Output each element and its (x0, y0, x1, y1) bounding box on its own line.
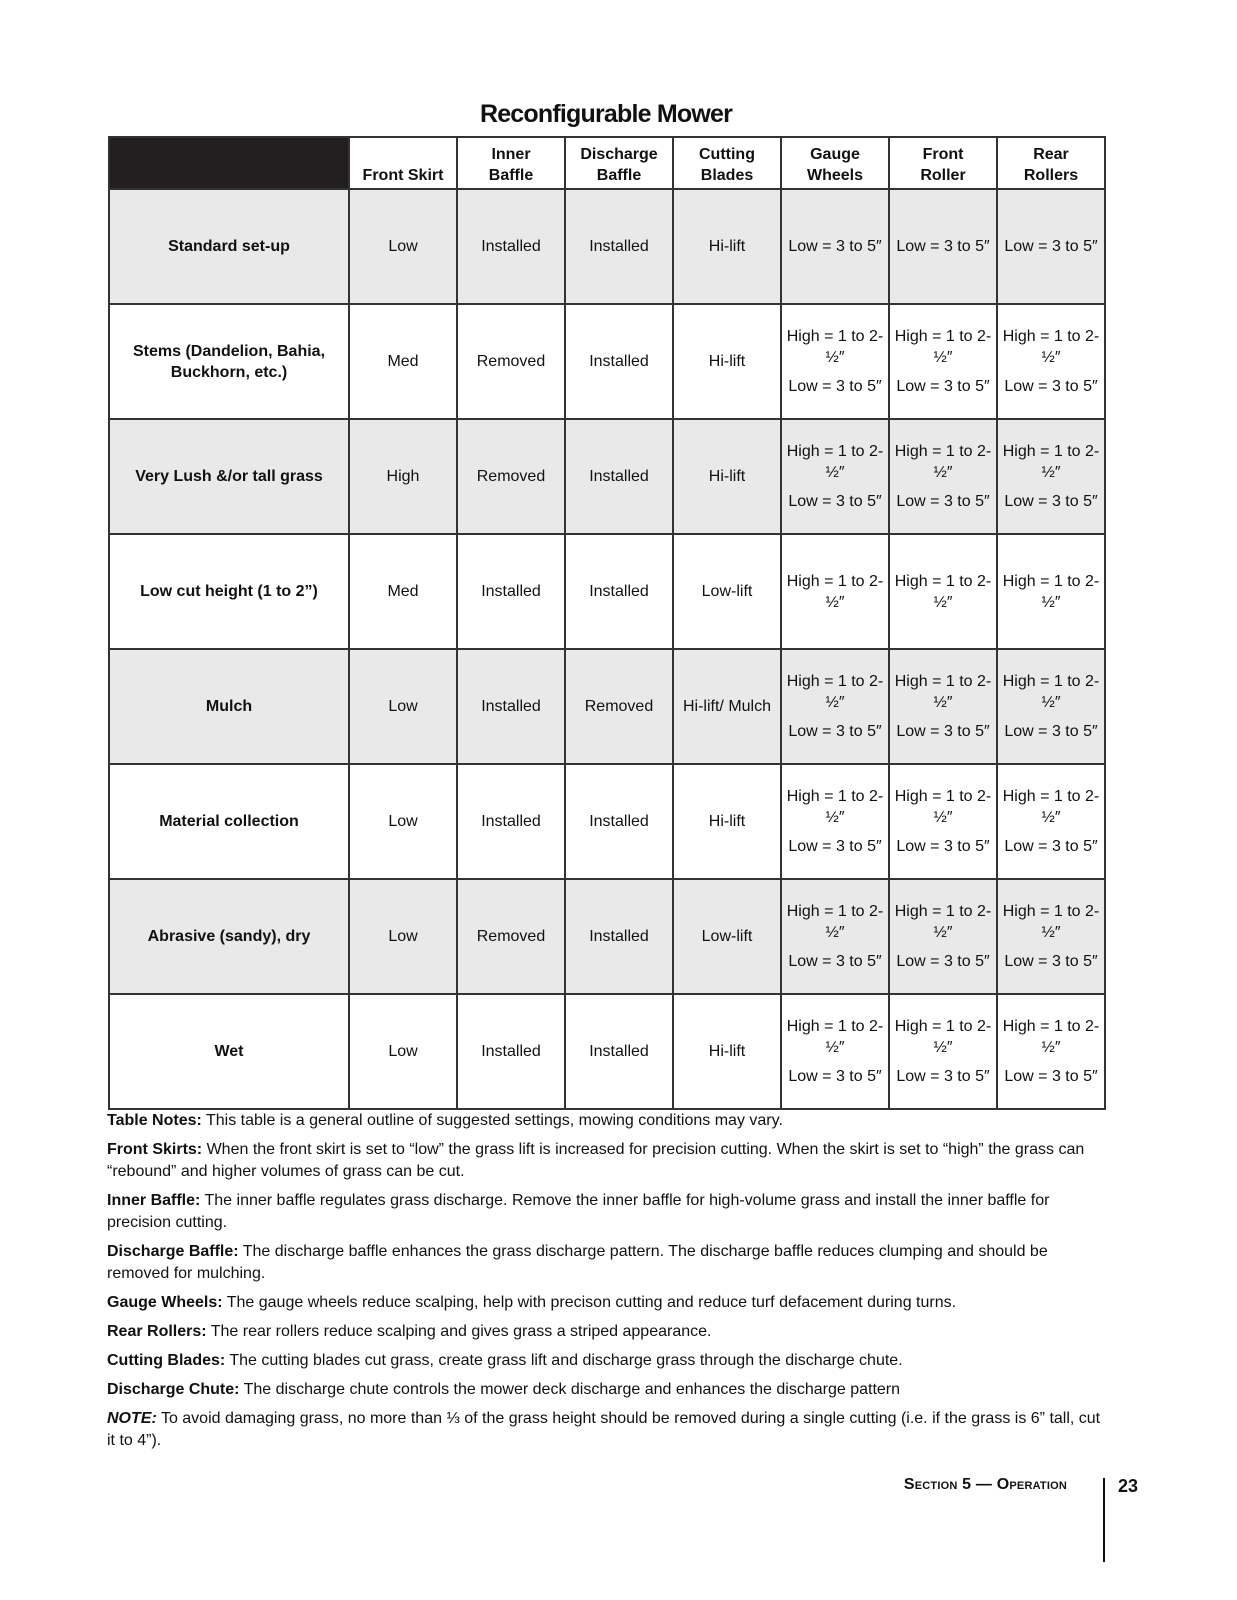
note-paragraph (107, 1292, 1107, 1314)
high-setting: High = 1 to 2-½″ (1002, 788, 1100, 826)
settings-table (108, 136, 1106, 1110)
high-setting: High = 1 to 2-½″ (786, 673, 884, 711)
table-cell: Low-lift (673, 534, 781, 649)
header-discharge-baffle: Discharge Baffle (565, 137, 673, 189)
table-row (109, 879, 1105, 994)
table-row (109, 304, 1105, 419)
note-paragraph (107, 1350, 1107, 1372)
low-setting: Low = 3 to 5″ (896, 1068, 990, 1085)
high-setting: High = 1 to 2-½″ (894, 903, 992, 941)
high-setting: High = 1 to 2-½″ (894, 788, 992, 826)
low-setting: Low = 3 to 5″ (896, 493, 990, 510)
low-setting: Low = 3 to 5″ (788, 493, 882, 510)
table-cell: Low (349, 879, 457, 994)
note-term: Discharge Chute: (107, 1381, 240, 1398)
table-cell: Installed (565, 304, 673, 419)
table-cell: Med (349, 304, 457, 419)
footer-section-title: Section 5 — Operation (903, 1476, 1067, 1493)
table-row (109, 764, 1105, 879)
height-setting-cell (889, 419, 997, 534)
table-cell: Installed (565, 879, 673, 994)
table-cell: Hi-lift/ Mulch (673, 649, 781, 764)
header-rear-rollers: Rear Rollers (997, 137, 1105, 189)
low-setting: Low = 3 to 5″ (896, 238, 990, 255)
high-setting: High = 1 to 2-½″ (786, 572, 884, 611)
high-setting: High = 1 to 2-½″ (894, 443, 992, 481)
low-setting: Low = 3 to 5″ (788, 953, 882, 970)
high-setting: High = 1 to 2-½″ (786, 903, 884, 941)
low-setting: Low = 3 to 5″ (1004, 723, 1098, 740)
height-setting-cell (889, 994, 997, 1109)
high-setting: High = 1 to 2-½″ (786, 788, 884, 826)
note-text: The discharge baffle enhances the grass discharge pattern. The discharge baffle reduces clumping and should be removed for mulching. (107, 1243, 1048, 1282)
high-setting: High = 1 to 2-½″ (894, 328, 992, 366)
height-setting-cell (889, 764, 997, 879)
height-setting-cell (781, 304, 889, 419)
high-setting: High = 1 to 2-½″ (1002, 673, 1100, 711)
table-cell: Installed (457, 649, 565, 764)
low-setting: Low = 3 to 5″ (788, 723, 882, 740)
header-front-roller: Front Roller (889, 137, 997, 189)
header-cutting-blades: Cutting Blades (673, 137, 781, 189)
table-row (109, 419, 1105, 534)
row-label: Low cut height (1 to 2”) (109, 534, 349, 649)
row-label: Stems (Dandelion, Bahia, Buckhorn, etc.) (109, 304, 349, 419)
note-paragraph (107, 1321, 1107, 1343)
table-cell: Installed (457, 994, 565, 1109)
note-paragraph (107, 1408, 1107, 1452)
high-setting: High = 1 to 2-½″ (1002, 1018, 1100, 1056)
height-setting-cell (997, 189, 1105, 304)
note-term: Discharge Baffle: (107, 1243, 239, 1260)
height-setting-cell (889, 879, 997, 994)
table-cell: Installed (457, 189, 565, 304)
low-setting: Low = 3 to 5″ (1004, 493, 1098, 510)
height-setting-cell (997, 304, 1105, 419)
height-setting-cell (889, 304, 997, 419)
height-setting-cell (889, 649, 997, 764)
low-setting: Low = 3 to 5″ (788, 838, 882, 855)
header-inner-baffle: Inner Baffle (457, 137, 565, 189)
low-setting: Low = 3 to 5″ (896, 838, 990, 855)
table-cell: Low (349, 649, 457, 764)
low-setting: Low = 3 to 5″ (1004, 838, 1098, 855)
high-setting: High = 1 to 2-½″ (1002, 443, 1100, 481)
low-setting: Low = 3 to 5″ (788, 238, 882, 255)
table-cell: Low (349, 189, 457, 304)
table-cell: Installed (457, 534, 565, 649)
note-text: The discharge chute controls the mower deck discharge and enhances the discharge pattern (239, 1381, 901, 1398)
table-cell: High (349, 419, 457, 534)
note-text: The rear rollers reduce scalping and gives grass a striped appearance. (206, 1323, 712, 1340)
table-cell: Hi-lift (673, 189, 781, 304)
table-cell: Installed (565, 764, 673, 879)
table-cell: Installed (565, 189, 673, 304)
low-setting: Low = 3 to 5″ (1004, 238, 1098, 255)
note-text: When the front skirt is set to “low” the grass lift is increased for precision cutting. When the skirt is set to “high” the grass can “rebound” and higher volumes of grass can be cut. (107, 1141, 1085, 1180)
low-setting: Low = 3 to 5″ (788, 378, 882, 395)
low-setting: Low = 3 to 5″ (896, 378, 990, 395)
height-setting-cell (997, 649, 1105, 764)
table-cell: Hi-lift (673, 304, 781, 419)
height-setting-cell (997, 879, 1105, 994)
low-setting: Low = 3 to 5″ (896, 723, 990, 740)
row-label: Material collection (109, 764, 349, 879)
header-gauge-wheels: Gauge Wheels (781, 137, 889, 189)
note-text: The gauge wheels reduce scalping, help with precison cutting and reduce turf defacement during turns. (222, 1294, 957, 1311)
note-term: Inner Baffle: (107, 1192, 201, 1209)
height-setting-cell (781, 419, 889, 534)
note-term: Rear Rollers: (107, 1323, 207, 1340)
table-row (109, 534, 1105, 649)
high-setting: High = 1 to 2-½″ (1002, 328, 1100, 366)
table-cell: Installed (565, 534, 673, 649)
table-row (109, 189, 1105, 304)
table-cell: Installed (565, 419, 673, 534)
high-setting: High = 1 to 2-½″ (894, 673, 992, 711)
table-row (109, 994, 1105, 1109)
note-paragraph (107, 1379, 1107, 1401)
page-number: 23 (1118, 1476, 1139, 1496)
note-paragraph (107, 1190, 1107, 1234)
height-setting-cell (889, 534, 997, 649)
row-label: Abrasive (sandy), dry (109, 879, 349, 994)
note-paragraph (107, 1139, 1107, 1183)
footer-divider (1103, 1478, 1105, 1562)
note-term: NOTE: (107, 1410, 157, 1427)
row-label: Wet (109, 994, 349, 1109)
table-cell: Low-lift (673, 879, 781, 994)
note-term: Front Skirts: (107, 1141, 203, 1158)
page-title: Reconfigurable Mower (479, 100, 733, 128)
height-setting-cell (997, 994, 1105, 1109)
low-setting: Low = 3 to 5″ (1004, 378, 1098, 395)
header-front-skirt: Front Skirt (349, 137, 457, 189)
row-label: Standard set-up (109, 189, 349, 304)
table-cell: Removed (565, 649, 673, 764)
table-cell: Hi-lift (673, 764, 781, 879)
note-text: This table is a general outline of suggested settings, mowing conditions may vary. (201, 1112, 783, 1129)
table-notes (107, 1110, 1107, 1459)
note-text: The inner baffle regulates grass discharge. Remove the inner baffle for high-volume grass and install the inner baffle for precision cutting. (107, 1192, 1050, 1231)
height-setting-cell (781, 764, 889, 879)
table-cell: Installed (565, 994, 673, 1109)
table-header-row (109, 137, 1105, 189)
high-setting: High = 1 to 2-½″ (786, 443, 884, 481)
high-setting: High = 1 to 2-½″ (894, 572, 992, 611)
note-term: Table Notes: (107, 1112, 202, 1129)
table-cell: Low (349, 764, 457, 879)
height-setting-cell (997, 534, 1105, 649)
table-cell: Removed (457, 879, 565, 994)
low-setting: Low = 3 to 5″ (788, 1068, 882, 1085)
height-setting-cell (781, 649, 889, 764)
table-cell: Hi-lift (673, 994, 781, 1109)
height-setting-cell (781, 879, 889, 994)
height-setting-cell (889, 189, 997, 304)
row-label: Very Lush &/or tall grass (109, 419, 349, 534)
table-cell: Removed (457, 304, 565, 419)
table-cell: Med (349, 534, 457, 649)
height-setting-cell (997, 419, 1105, 534)
table-cell: Removed (457, 419, 565, 534)
height-setting-cell (997, 764, 1105, 879)
row-label: Mulch (109, 649, 349, 764)
note-paragraph (107, 1241, 1107, 1285)
high-setting: High = 1 to 2-½″ (1002, 572, 1100, 611)
height-setting-cell (781, 994, 889, 1109)
low-setting: Low = 3 to 5″ (1004, 1068, 1098, 1085)
table-row (109, 649, 1105, 764)
low-setting: Low = 3 to 5″ (896, 953, 990, 970)
note-paragraph (107, 1110, 1107, 1132)
table-cell: Low (349, 994, 457, 1109)
table-cell: Installed (457, 764, 565, 879)
note-term: Cutting Blades: (107, 1352, 226, 1369)
height-setting-cell (781, 534, 889, 649)
note-text: The cutting blades cut grass, create grass lift and discharge grass through the discharge chute. (225, 1352, 903, 1369)
high-setting: High = 1 to 2-½″ (1002, 903, 1100, 941)
height-setting-cell (781, 189, 889, 304)
header-corner (109, 137, 349, 189)
low-setting: Low = 3 to 5″ (1004, 953, 1098, 970)
high-setting: High = 1 to 2-½″ (894, 1018, 992, 1056)
note-text: To avoid damaging grass, no more than ⅓ of the grass height should be removed during a single cutting (i.e. if the grass is 6” tall, cut it to 4”). (107, 1410, 1101, 1449)
table-cell: Hi-lift (673, 419, 781, 534)
high-setting: High = 1 to 2-½″ (786, 328, 884, 366)
note-term: Gauge Wheels: (107, 1294, 223, 1311)
high-setting: High = 1 to 2-½″ (786, 1018, 884, 1056)
